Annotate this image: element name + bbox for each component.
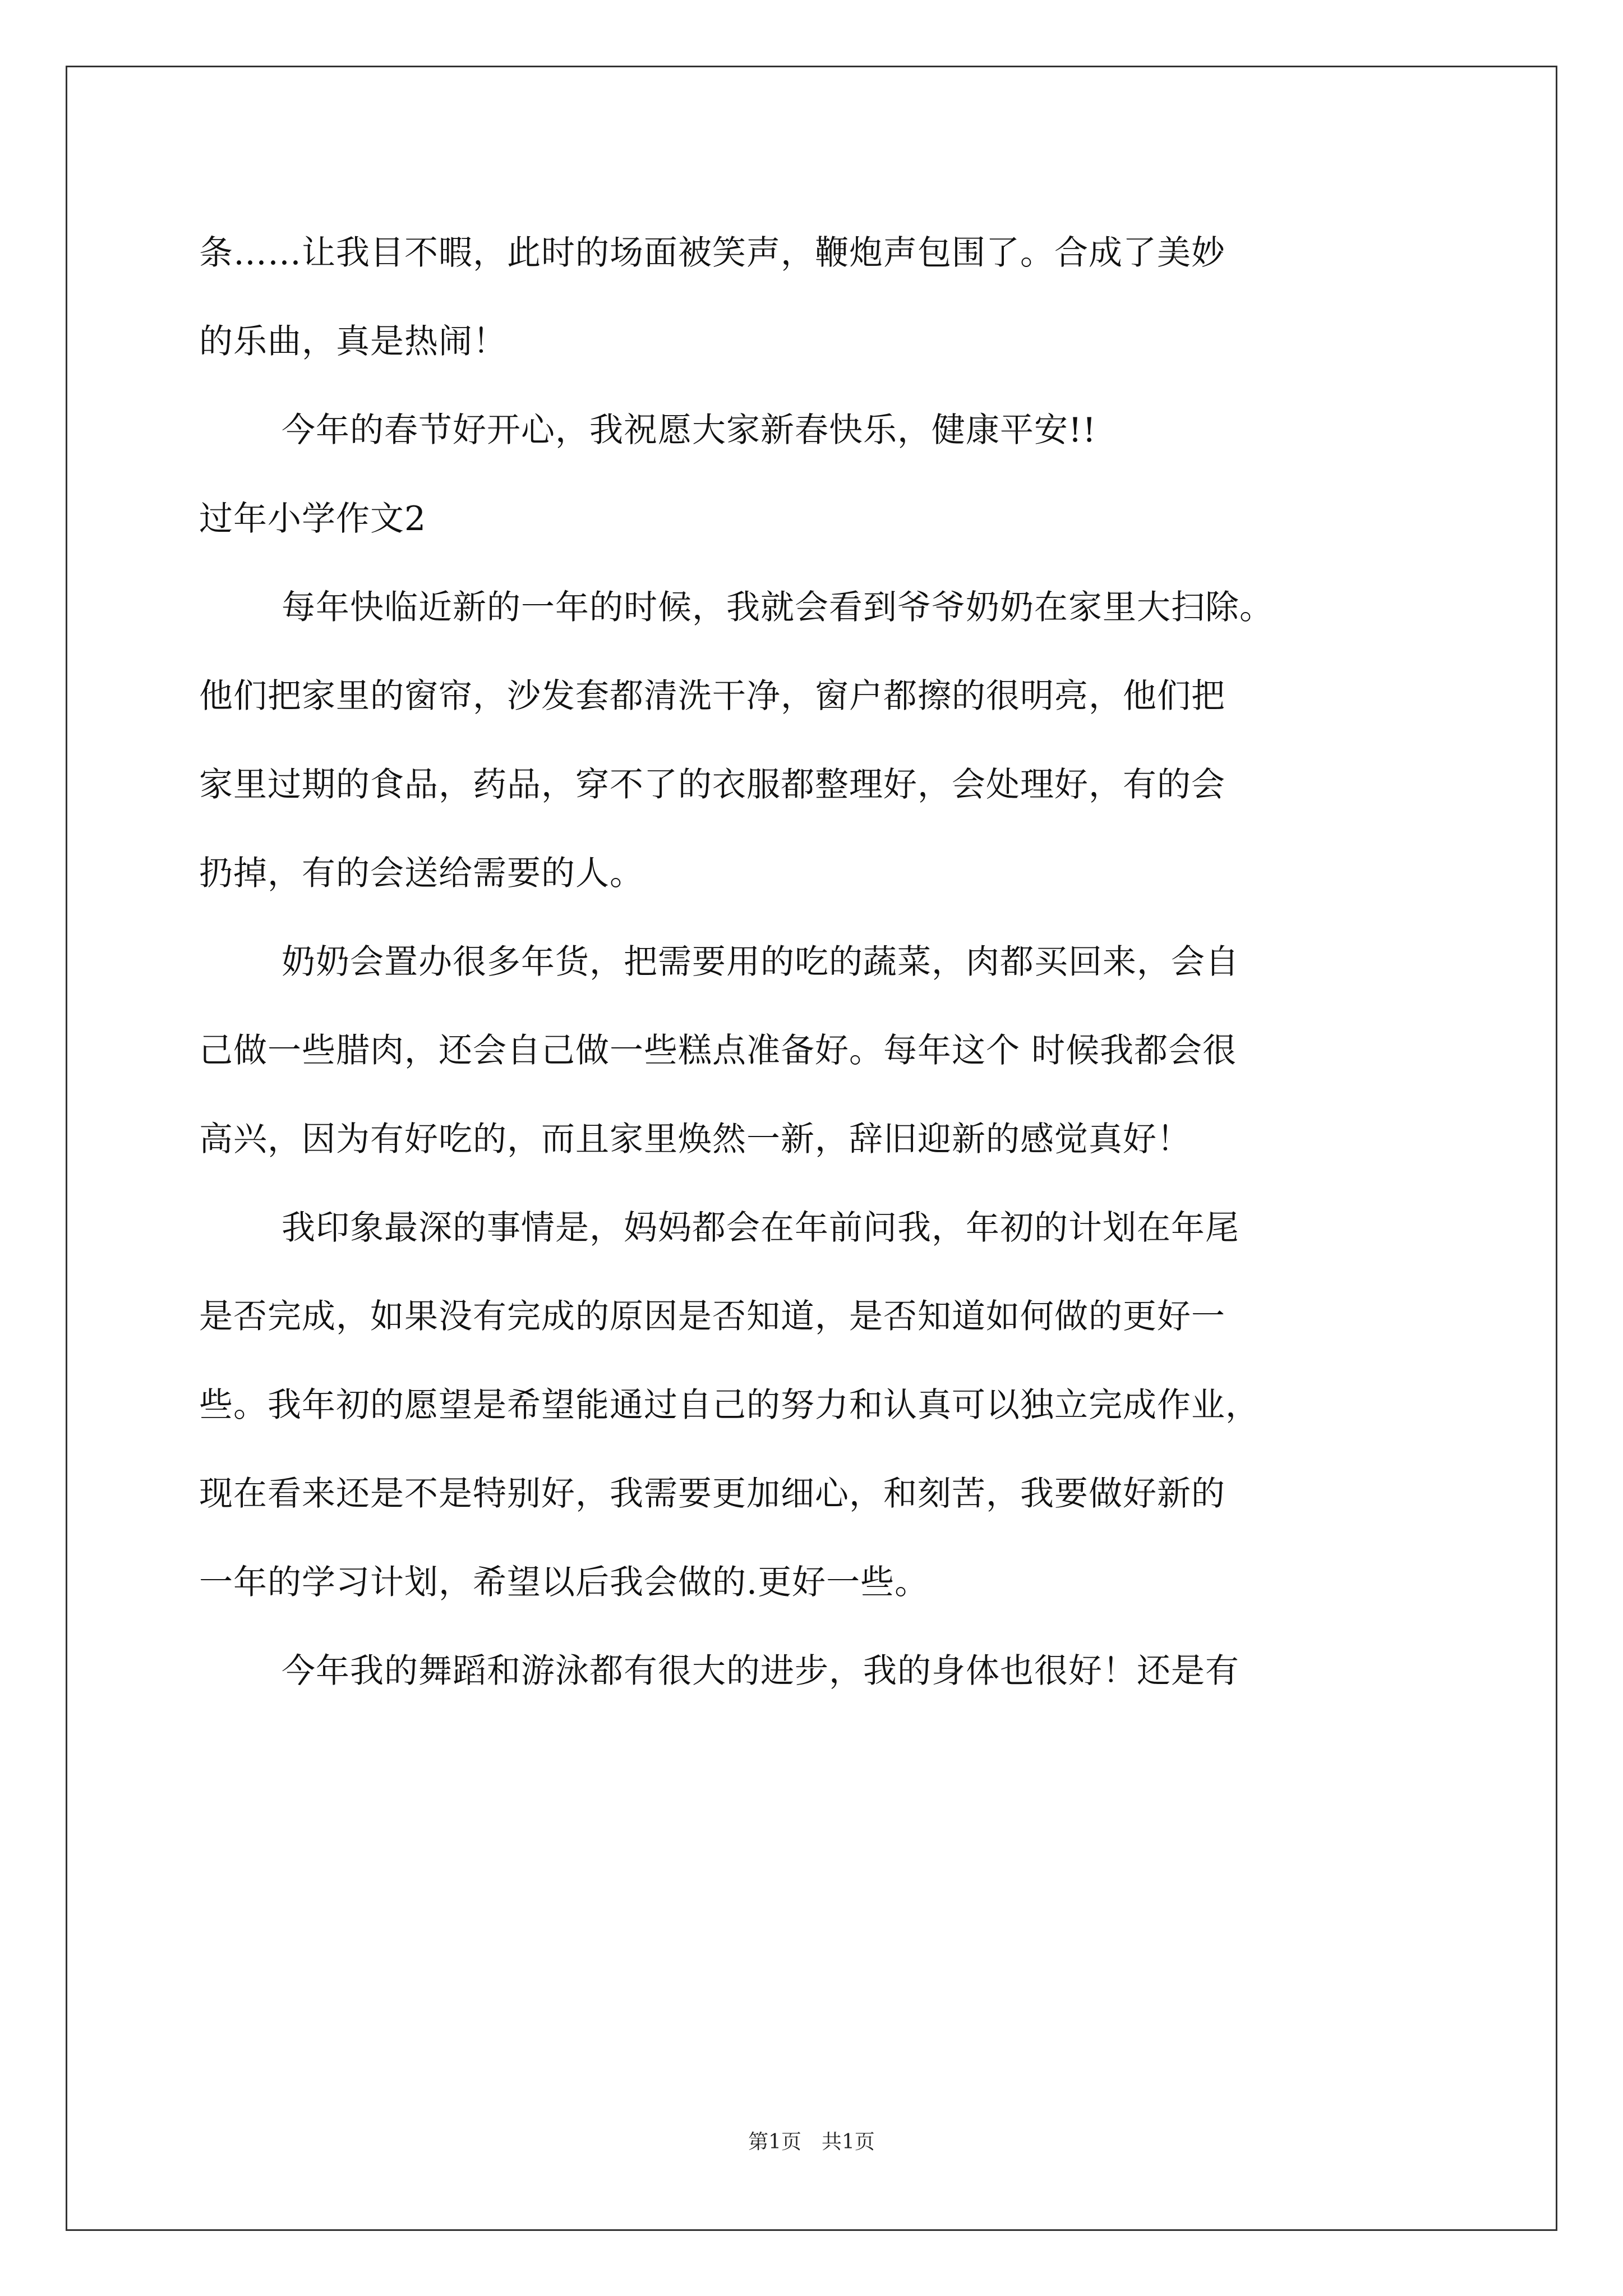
document-body: [199, 209, 1433, 1715]
text-line: 奶奶会置办很多年货，把需要用的吃的蔬菜，肉都买回来，会自: [282, 942, 1239, 982]
text-line: 扔掉，有的会送给需要的人。: [199, 854, 644, 893]
text-line: 条……让我目不暇，此时的场面被笑声，鞭炮声包围了。合成了美妙: [199, 233, 1225, 273]
text-line: 今年的春节好开心，我祝愿大家新春快乐，健康平安!!: [282, 411, 1097, 450]
text-line: 现在看来还是不是特别好，我需要更加细心，和刻苦，我要做好新的: [199, 1474, 1225, 1513]
text-line: 我印象最深的事情是，妈妈都会在年前问我，年初的计划在年尾: [282, 1208, 1239, 1248]
text-line: 的乐曲，真是热闹！: [199, 322, 507, 361]
text-line: 今年我的舞蹈和游泳都有很大的进步，我的身体也很好！还是有: [282, 1651, 1239, 1691]
text-line: 些。我年初的愿望是希望能通过自己的努力和认真可以独立完成作业，: [199, 1386, 1260, 1425]
page-number-footer: 第1页 共1页: [748, 2131, 875, 2154]
text-line: 高兴，因为有好吃的，而且家里焕然一新，辞旧迎新的感觉真好！: [199, 1120, 1191, 1159]
text-line: 家里过期的食品，药品，穿不了的衣服都整理好，会处理好，有的会: [199, 765, 1225, 804]
text-line: 己做一些腊肉，还会自己做一些糕点准备好。每年这个 时候我都会很: [199, 1031, 1237, 1070]
text-line: 他们把家里的窗帘，沙发套都清洗干净，窗户都擦的很明亮，他们把: [199, 677, 1225, 716]
text-line: 是否完成，如果没有完成的原因是否知道，是否知道如何做的更好一: [199, 1297, 1225, 1336]
text-line: 每年快临近新的一年的时候，我就会看到爷爷奶奶在家里大扫除。: [282, 588, 1274, 627]
section-heading: 过年小学作文2: [199, 499, 427, 539]
text-line: 一年的学习计划，希望以后我会做的.更好一些。: [199, 1563, 929, 1602]
